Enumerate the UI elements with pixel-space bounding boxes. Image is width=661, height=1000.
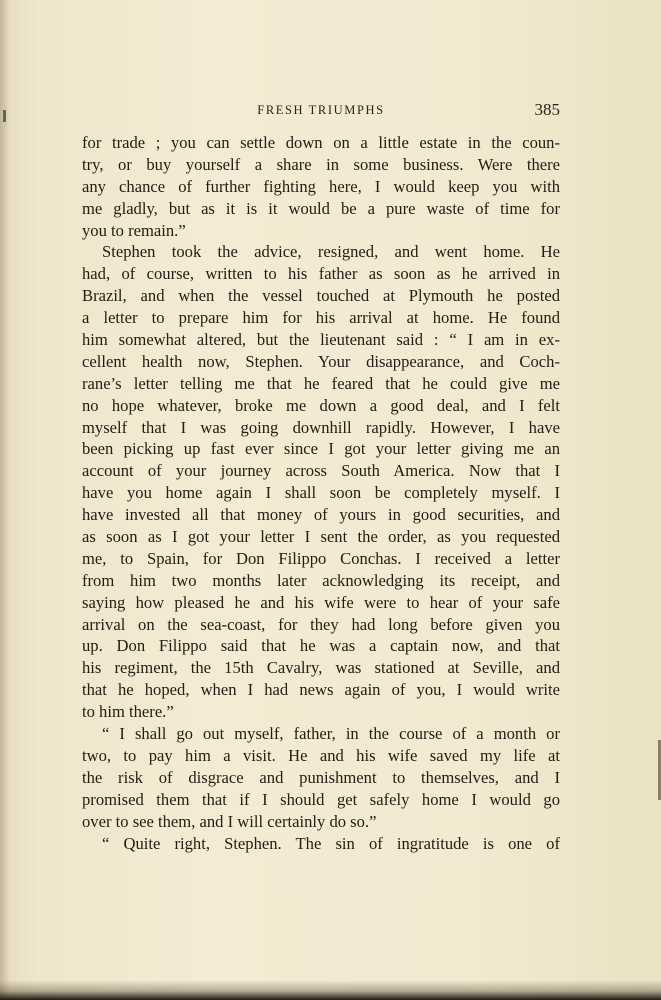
text-line: me gladly, but as it is it would be a pure waste of time for — [82, 198, 560, 218]
text-line: “ I shall go out myself, father, in the course of a month or — [102, 724, 560, 744]
text-line: the risk of disgrace and punishment to themselves, and I — [82, 767, 560, 787]
text-line: cellent health now, Stephen. Your disappearance, and Coch- — [82, 351, 560, 371]
text-line: him somewhat altered, but the lieutenant said : “ I am in ex- — [82, 330, 560, 350]
text-line: account of your journey across South America. Now that I — [82, 461, 560, 481]
text-line: have you home again I shall soon be completely myself. I — [82, 483, 560, 503]
text-line: any chance of further fighting here, I would keep you with — [82, 176, 560, 196]
text-line: Brazil, and when the vessel touched at Plymouth he posted — [82, 286, 560, 306]
page-number: 385 — [534, 100, 560, 119]
text-line: rane’s letter telling me that he feared that he could give me — [82, 373, 560, 393]
text-line: try, or buy yourself a share in some business. Were there — [82, 154, 560, 174]
text-line: myself that I was going downhill rapidly. However, I have — [82, 417, 560, 437]
text-line: two, to pay him a visit. He and his wife saved my life at — [82, 745, 560, 765]
text-line: promised them that if I should get safely home I would go — [82, 789, 560, 809]
text-line: that he hoped, when I had news again of you, I would write — [82, 680, 560, 700]
text-line: Stephen took the advice, resigned, and went home. He — [102, 242, 560, 262]
page-header — [82, 100, 560, 124]
text-line: no hope whatever, broke me down a good deal, and I felt — [82, 395, 560, 415]
binding-mark — [3, 110, 6, 122]
text-line: arrival on the sea-coast, for they had long before given you — [82, 614, 560, 634]
text-line: saying how pleased he and his wife were to hear of your safe — [82, 592, 560, 612]
text-line: me, to Spain, for Don Filippo Conchas. I received a letter — [82, 548, 560, 568]
text-line: over to see them, and I will certainly do so.” — [82, 811, 377, 831]
text-line: from him two months later acknowledging its receipt, and — [82, 570, 560, 590]
text-line: “ Quite right, Stephen. The sin of ingratitude is one of — [102, 833, 560, 853]
body-text — [82, 132, 560, 854]
running-head: FRESH TRIUMPHS — [257, 103, 385, 117]
text-line: have invested all that money of yours in good securities, and — [82, 505, 560, 525]
text-line: a letter to prepare him for his arrival at home. He found — [82, 308, 560, 328]
text-line: to him there.” — [82, 702, 174, 722]
text-line: you to remain.” — [82, 220, 186, 240]
text-line: his regiment, the 15th Cavalry, was stationed at Seville, and — [82, 658, 560, 678]
text-line: had, of course, written to his father as soon as he arrived in — [82, 264, 560, 284]
text-line: as soon as I got your letter I sent the order, as you requested — [82, 527, 560, 547]
text-line: been picking up fast ever since I got your letter giving me an — [82, 439, 560, 459]
text-line: for trade ; you can settle down on a little estate in the coun- — [82, 133, 560, 152]
text-line: up. Don Filippo said that he was a captain now, and that — [82, 636, 560, 656]
